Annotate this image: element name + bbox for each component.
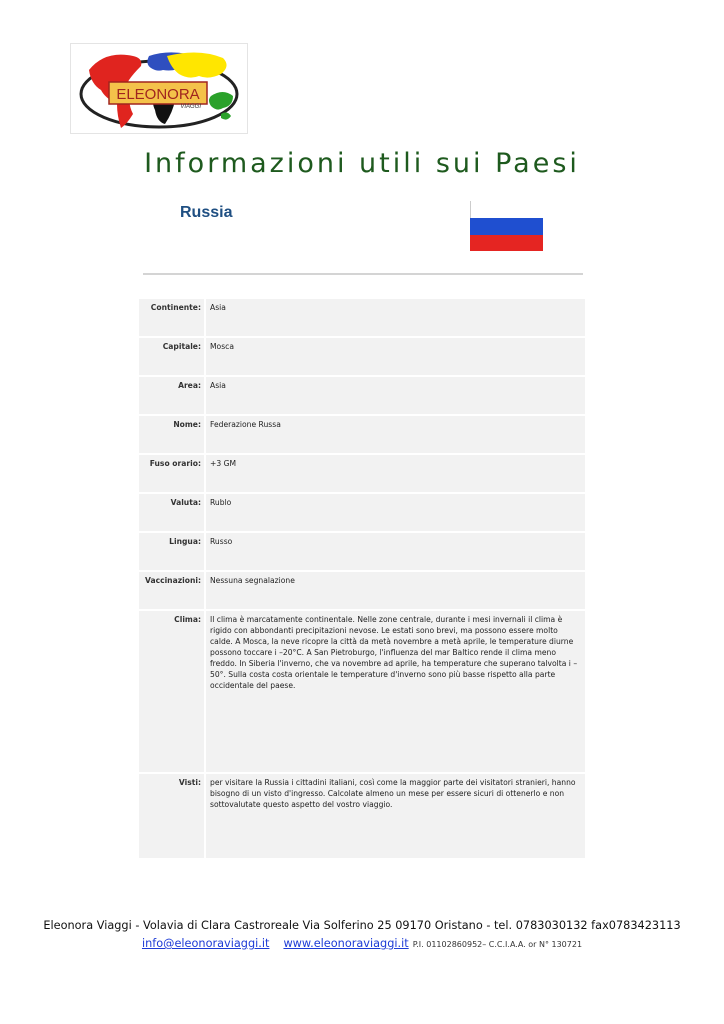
- email-link[interactable]: info@eleonoraviaggi.it: [141, 937, 270, 950]
- table-row: [139, 416, 585, 453]
- row-label: Nome:: [139, 416, 204, 453]
- website-link[interactable]: www.eleonoraviaggi.it: [283, 937, 409, 950]
- russia-flag-icon: [470, 201, 543, 251]
- table-row: [139, 377, 585, 414]
- country-name: Russia: [180, 204, 233, 221]
- table-row: [139, 299, 585, 336]
- row-label: Valuta:: [139, 494, 204, 531]
- world-map-logo-icon: [71, 44, 247, 133]
- table-row: [139, 572, 585, 609]
- logo-sub-text: VIAGGI: [180, 104, 201, 110]
- row-label: Area:: [139, 377, 204, 414]
- row-value: Mosca: [206, 338, 585, 375]
- row-value: per visitare la Russia i cittadini italiani, così come la maggior parte dei visitatori stranieri, hanno bisogno di un visto d'ingresso. Calcolate almeno un mese per essere sicuri di ottenerlo e non sottovalutate questo aspetto del vostro viaggio.: [206, 774, 585, 858]
- table-row: [139, 338, 585, 375]
- row-value: Rublo: [206, 494, 585, 531]
- footer: [0, 919, 724, 950]
- logo-brand-text: ELEONORA: [116, 86, 200, 103]
- country-info-table: [139, 297, 585, 860]
- row-value: +3 GM: [206, 455, 585, 492]
- row-label: Vaccinazioni:: [139, 572, 204, 609]
- row-label: Fuso orario:: [139, 455, 204, 492]
- row-value: Russo: [206, 533, 585, 570]
- table-row: [139, 494, 585, 531]
- row-label: Capitale:: [139, 338, 204, 375]
- table-row: [139, 611, 585, 772]
- row-label: Lingua:: [139, 533, 204, 570]
- row-value: Federazione Russa: [206, 416, 585, 453]
- page-title: Informazioni utili sui Paesi: [144, 148, 580, 179]
- row-value: Il clima è marcatamente continentale. Nelle zone centrale, durante i mesi invernali il clima è rigido con abbondanti precipitazioni nevose. Le estati sono brevi, ma possono essere molto calde. A Mosca, la neve ricopre la città da metà novembre a metà aprile, le temperature diurne possono toccare i –20°C. A San Pietroburgo, l'influenza del mar Baltico rende il clima meno freddo. In Siberia l'inverno, che va novembre ad aprile, ha temperature che superano talvolta i –50°. Sulla costa costa orientale le temperature d'inverno sono più basse rispetto alla parte occidentale del paese.: [206, 611, 585, 772]
- footer-address: Eleonora Viaggi - Volavia di Clara Castroreale Via Solferino 25 09170 Oristano - tel. 0783030132 fax0783423113: [43, 919, 681, 932]
- row-value: Asia: [206, 299, 585, 336]
- row-value: Asia: [206, 377, 585, 414]
- divider: [143, 273, 583, 275]
- table-row: [139, 533, 585, 570]
- table-row: [139, 455, 585, 492]
- row-value: Nessuna segnalazione: [206, 572, 585, 609]
- table-row: [139, 774, 585, 858]
- row-label: Continente:: [139, 299, 204, 336]
- vat-info: P.I. 01102860952– C.C.I.A.A. or N° 130721: [412, 940, 583, 949]
- row-label: Clima:: [139, 611, 204, 772]
- company-logo: [70, 43, 248, 134]
- row-label: Visti:: [139, 774, 204, 858]
